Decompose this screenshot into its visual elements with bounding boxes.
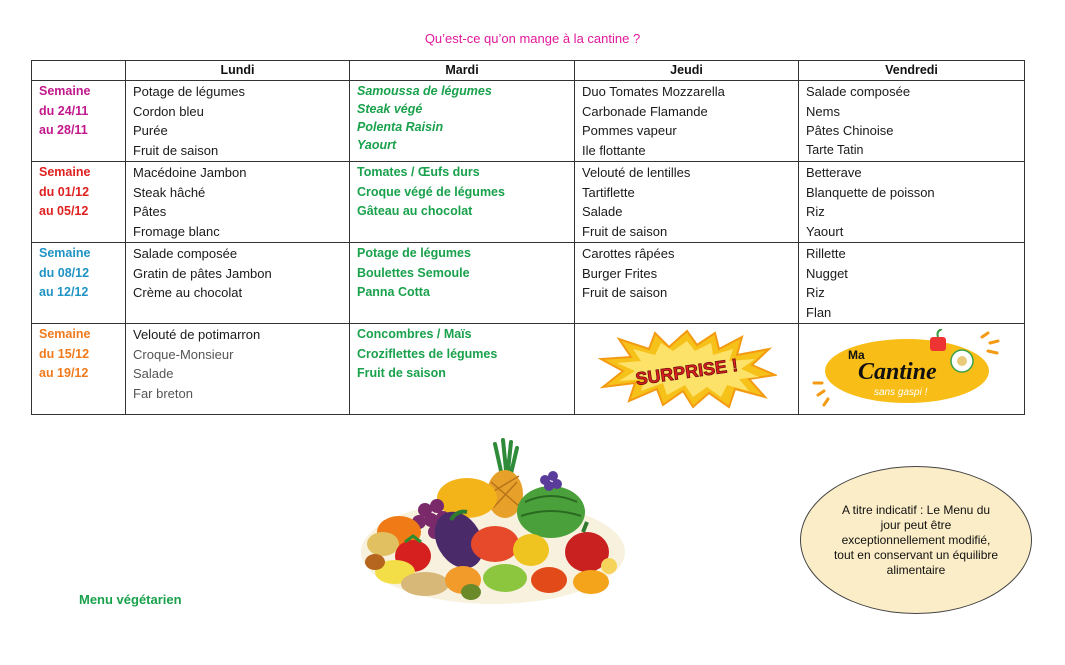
- dish: Velouté de lentilles: [582, 165, 691, 180]
- dish: Duo Tomates Mozzarella: [582, 84, 725, 99]
- veg-dish: Boulettes Semoule: [357, 265, 470, 280]
- dish: Purée: [133, 123, 168, 138]
- dish: Fromage blanc: [133, 223, 220, 239]
- week-label: [32, 324, 126, 415]
- dish: Pâtes: [133, 204, 167, 219]
- menu-cell-lundi: [126, 324, 350, 415]
- week-label-line: Semaine: [39, 84, 91, 98]
- week-label-line: au 19/12: [39, 366, 89, 380]
- dish: Cordon bleu: [133, 103, 204, 119]
- disclaimer-text: A titre indicatif : Le Menu du jour peut être exceptionnellement modifié, tout en conservant un équilibre alimentaire: [833, 502, 999, 577]
- dish: Betterave: [806, 165, 862, 180]
- header-row: [32, 61, 1025, 81]
- menu-cell-vendredi: [799, 324, 1025, 415]
- menu-cell-lundi: [126, 81, 350, 162]
- dish: Salade: [582, 204, 623, 219]
- week-row: [32, 81, 1025, 162]
- menu-cell-jeudi: [575, 81, 799, 162]
- week-label-line: du 08/12: [39, 265, 90, 280]
- menu-cell-jeudi: [575, 162, 799, 243]
- dish: Nugget: [806, 265, 848, 281]
- veg-dish: Potage de légumes: [357, 246, 471, 260]
- week-label-line: du 24/11: [39, 103, 89, 118]
- menu-cell-mardi: [350, 243, 575, 324]
- menu-cell-mardi: [350, 324, 575, 415]
- menu-cell-vendredi: [799, 243, 1025, 324]
- dish: Flan: [806, 304, 832, 320]
- week-row: [32, 243, 1025, 324]
- surprise-burst-image: [597, 329, 777, 409]
- veg-dish: Panna Cotta: [357, 285, 430, 299]
- week-label-line: au 28/11: [39, 123, 88, 137]
- dish: Blanquette de poisson: [806, 184, 935, 200]
- dish: Rillette: [806, 246, 846, 261]
- menu-cell-jeudi: [575, 243, 799, 324]
- dish: Salade composée: [806, 84, 911, 99]
- header-empty: [32, 61, 126, 81]
- veg-dish: Fruit de saison: [357, 366, 446, 380]
- week-label: [32, 81, 126, 162]
- ma-cantine-logo: [812, 329, 1012, 409]
- dish: Croque-Monsieur: [133, 346, 234, 362]
- dish: Carbonade Flamande: [582, 103, 708, 119]
- veg-dish: Gâteau au chocolat: [357, 204, 473, 218]
- vegetarian-legend: Menu végétarien: [79, 592, 182, 607]
- menu-cell-jeudi: [575, 324, 799, 415]
- week-label-line: au 05/12: [39, 204, 89, 218]
- week-row: [32, 162, 1025, 243]
- dish: Steak hâché: [133, 184, 206, 200]
- menu-table: [31, 60, 1025, 415]
- dish: Nems: [806, 103, 840, 119]
- dish: Velouté de potimarron: [133, 327, 261, 342]
- dish: Riz: [806, 285, 825, 300]
- menu-cell-mardi: [350, 162, 575, 243]
- week-label-line: du 15/12: [39, 346, 90, 361]
- menu-cell-lundi: [126, 162, 350, 243]
- menu-cell-lundi: [126, 243, 350, 324]
- dish: Salade: [133, 366, 174, 381]
- veg-dish: Croziflettes de légumes: [357, 346, 498, 361]
- dish: Salade composée: [133, 246, 238, 261]
- dish: Tarte Tatin: [806, 142, 864, 157]
- dish: Gratin de pâtes Jambon: [133, 265, 272, 281]
- dish: Tartiflette: [582, 184, 635, 200]
- dish: Fruit de saison: [582, 285, 668, 300]
- dish: Pâtes Chinoise: [806, 123, 894, 138]
- dish: Pommes vapeur: [582, 123, 677, 138]
- veg-dish: Concombres / Maïs: [357, 327, 472, 341]
- surprise-text: SURPRISE !: [634, 354, 740, 390]
- veg-dish: Steak végé: [357, 102, 423, 116]
- header-vendredi: Vendredi: [799, 61, 1025, 81]
- disclaimer-note: [800, 466, 1032, 614]
- veg-dish: Tomates / Œufs durs: [357, 165, 480, 179]
- dish: Carottes râpées: [582, 246, 675, 261]
- dish: Fruit de saison: [582, 223, 668, 239]
- week-label: [32, 162, 126, 243]
- fruit-basket-illustration: [355, 432, 630, 607]
- veg-dish: Samoussa de légumes: [357, 84, 492, 98]
- week-label-line: au 12/12: [39, 285, 89, 299]
- veg-dish: Polenta Raisin: [357, 120, 444, 134]
- week-label-line: Semaine: [39, 327, 91, 341]
- dish: Potage de légumes: [133, 84, 246, 99]
- header-jeudi: Jeudi: [575, 61, 799, 81]
- dish: Riz: [806, 204, 825, 219]
- menu-cell-vendredi: [799, 162, 1025, 243]
- logo-line3: sans gaspi !: [874, 387, 928, 398]
- week-label: [32, 243, 126, 324]
- dish: Ile flottante: [582, 142, 646, 158]
- header-lundi: Lundi: [126, 61, 350, 81]
- week-label-line: du 01/12: [39, 184, 90, 199]
- logo-line1: Ma: [848, 348, 865, 362]
- dish: Yaourt: [806, 223, 844, 239]
- veg-dish: Yaourt: [357, 138, 397, 152]
- veg-dish: Croque végé de légumes: [357, 184, 505, 199]
- dish: Far breton: [133, 385, 193, 401]
- week-row: [32, 324, 1025, 415]
- dish: Macédoine Jambon: [133, 165, 247, 180]
- week-label-line: Semaine: [39, 165, 91, 179]
- menu-cell-vendredi: [799, 81, 1025, 162]
- page-title: Qu’est-ce qu’on mange à la cantine ?: [424, 31, 641, 46]
- dish: Burger Frites: [582, 265, 658, 281]
- header-mardi: Mardi: [350, 61, 575, 81]
- menu-cell-mardi: [350, 81, 575, 162]
- dish: Fruit de saison: [133, 142, 219, 158]
- week-label-line: Semaine: [39, 246, 91, 260]
- logo-line2: Cantine: [858, 359, 937, 385]
- dish: Crème au chocolat: [133, 285, 243, 300]
